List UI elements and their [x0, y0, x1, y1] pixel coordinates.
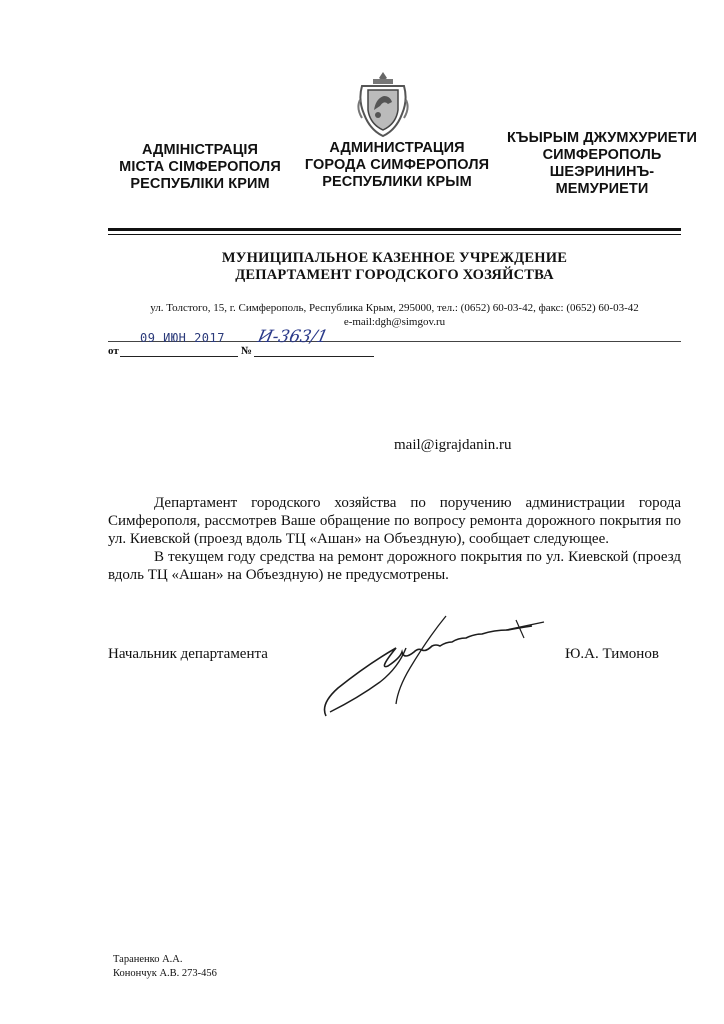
- date-stamp: 09 ИЮН 2017: [140, 331, 225, 345]
- organization-address: ул. Толстого, 15, г. Симферополь, Республика Крым, 295000, тел.: (0652) 60-03-42, факс: (0652) 60-03-42: [150, 302, 639, 314]
- signatory-name: Ю.А. Тимонов: [565, 646, 659, 662]
- body-paragraph-2: В текущем году средства на ремонт дорожного покрытия по ул. Киевской (проезд вдоль ТЦ «Ашан» на Объездную) не предусмотрены.: [108, 549, 681, 583]
- number-label: №: [241, 345, 253, 357]
- body-paragraph-1: Департамент городского хозяйства по поручению администрации города Симферополя, рассмотрев Ваше обращение по вопросу ремонта дорожного покрытия по ул. Киевской (проезд вдоль ТЦ «Ашан» на Объездную), сообщает следующее.: [108, 495, 681, 547]
- header-ukrainian: АДМІНІСТРАЦІЯ МІСТА СІМФЕРОПОЛЯ РЕСПУБЛІКИ КРИМ: [119, 142, 281, 192]
- date-underline: [120, 356, 238, 357]
- header-divider-thin: [108, 234, 681, 235]
- signatory-title: Начальник департамента: [108, 646, 268, 662]
- organization-email: e-mail:dgh@simgov.ru: [343, 316, 446, 328]
- number-underline: [254, 356, 374, 357]
- header-russian: АДМИНИСТРАЦИЯ ГОРОДА СИМФЕРОПОЛЯ РЕСПУБЛИКИ КРЫМ: [304, 140, 490, 190]
- handwritten-signature: [318, 608, 548, 724]
- organization-address-block: [108, 301, 681, 329]
- crimea-coat-of-arms-icon: [356, 70, 410, 138]
- organization-line-1: МУНИЦИПАЛЬНОЕ КАЗЕННОЕ УЧРЕЖДЕНИЕ: [221, 250, 568, 266]
- organization-line-2: ДЕПАРТАМЕНТ ГОРОДСКОГО ХОЗЯЙСТВА: [235, 267, 554, 283]
- recipient-email: mail@igrajdanin.ru: [394, 437, 512, 453]
- executor-1: Тараненко А.А.: [113, 954, 183, 965]
- footer-executors: [113, 953, 217, 981]
- header-crimean-tatar: КЪЫРЫМ ДЖУМХУРИЕТИ СИМФЕРОПОЛЬ ШЕЭРИНИНЪ- МЕМУРИЕТИ: [506, 130, 698, 197]
- registration-number: И-363/1: [255, 327, 330, 347]
- organization-name: [108, 250, 681, 284]
- letter-body: [108, 494, 681, 584]
- header-divider-thick: [108, 228, 681, 231]
- executor-2: Конончук А.В. 273-456: [113, 968, 217, 979]
- date-label: от: [108, 345, 119, 357]
